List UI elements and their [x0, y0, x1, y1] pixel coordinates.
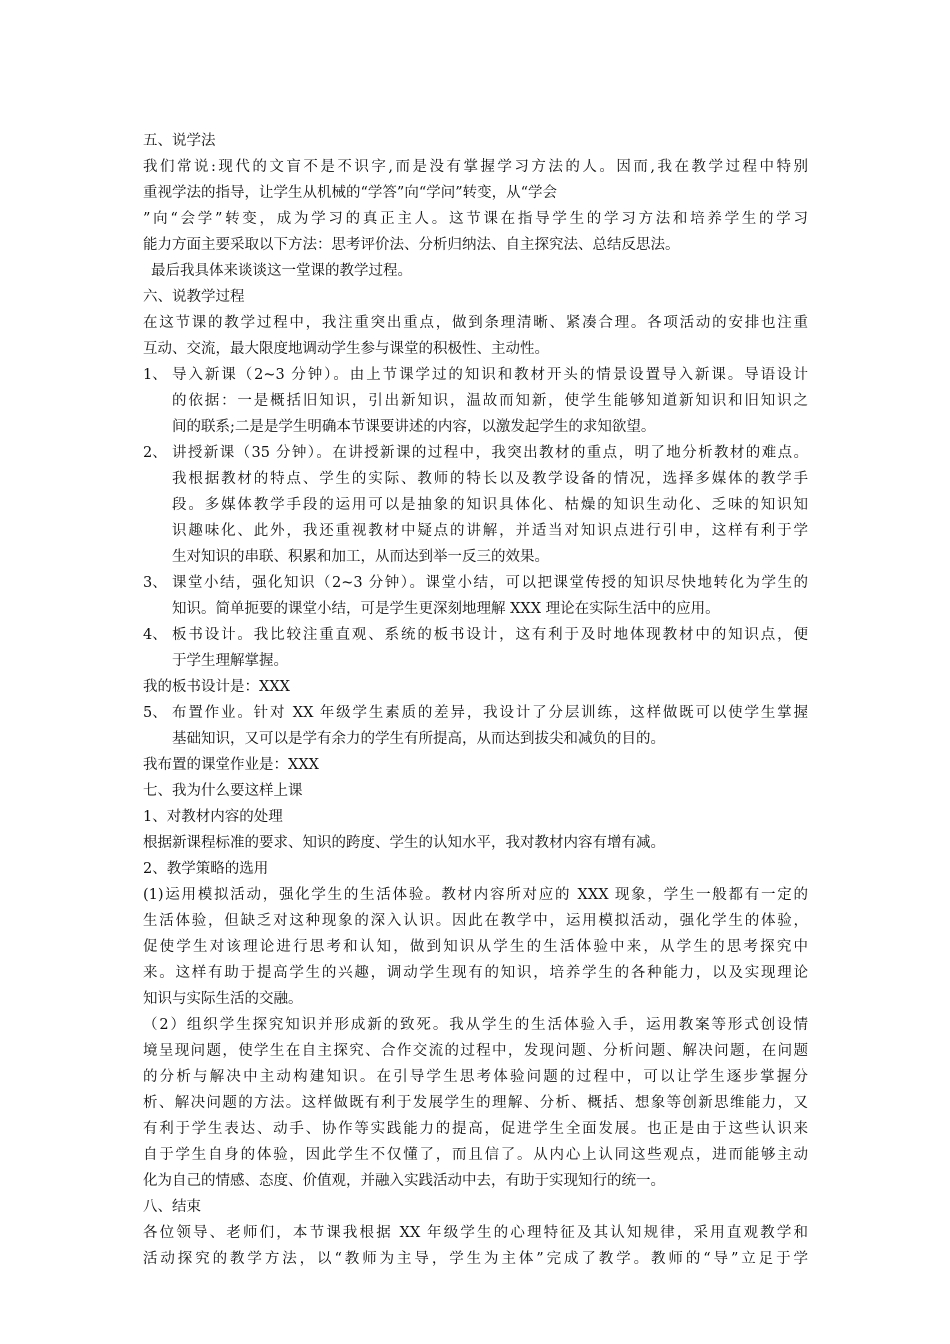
paragraph-line: 的分析与解决中主动构建知识。在引导学生思考体验问题的过程中，可以让学生逐步掌握分: [143, 1069, 808, 1085]
paragraph-line: 有利于学生表达、动手、协作等实践能力的提高，促进学生全面发展。也正是由于这些认识来: [143, 1121, 808, 1137]
paragraph-line: 最后我具体来谈谈这一堂课的教学过程。: [151, 263, 412, 279]
list-number: 4、: [143, 627, 167, 643]
list-line: 讲授新课（35 分钟）。在讲授新课的过程中，我突出教材的重点，明了地分析教材的难点。: [172, 445, 808, 461]
paragraph-line: 重视学法的指导，让学生从机械的“学答”向“学问”转变，从“学会: [143, 185, 558, 201]
paragraph-line: 在这节课的教学过程中，我注重突出重点，做到条理清晰、紧凑合理。各项活动的安排也注重: [143, 315, 808, 331]
list-line: 识趣味化、此外，我还重视教材中疑点的讲解，并适当对知识点进行引申，这样有利于学: [172, 523, 808, 539]
paragraph-line: 互动、交流，最大限度地调动学生参与课堂的积极性、主动性。: [143, 341, 549, 357]
list-item: [143, 440, 808, 570]
list-line: 导入新课（2~3 分钟）。由上节课学过的知识和教材开头的情景设置导入新课。导语设计: [172, 367, 808, 383]
paragraph-line: 我们常说:现代的文盲不是不识字,而是没有掌握学习方法的人。因而,我在教学过程中特别: [143, 159, 808, 175]
list-item: [143, 700, 808, 752]
list-line: 于学生理解掌握。: [172, 653, 288, 669]
paragraph-line: 生活体验，但缺乏对这种现象的深入认识。因此在教学中，运用模拟活动，强化学生的体验，: [143, 913, 808, 929]
paragraph-line: （2）组织学生探究知识并形成新的致死。我从学生的生活体验入手，运用教案等形式创设情: [143, 1017, 808, 1033]
paragraph-line: (1)运用模拟活动，强化学生的生活体验。教材内容所对应的 XXX 现象，学生一般都有一定的: [143, 887, 808, 903]
paragraph-line: 活动探究的教学方法，以“教师为主导，学生为主体”完成了教学。教师的“导”立足于学: [143, 1251, 808, 1267]
list-line: 课堂小结，强化知识（2~3 分钟）。课堂小结，可以把课堂传授的知识尽快地转化为学生的: [172, 575, 808, 591]
paragraph-line: 能力方面主要采取以下方法：思考评价法、分析归纳法、自主探究法、总结反思法。: [143, 237, 680, 253]
list-line: 间的联系;二是是学生明确本节课要讲述的内容，以激发起学生的求知欲望。: [172, 419, 656, 435]
paragraph-line: 促使学生对该理论进行思考和认知，做到知识从学生的生活体验中来，从学生的思考探究中: [143, 939, 808, 955]
paragraph-line: 知识与实际生活的交融。: [143, 991, 303, 1007]
section-heading-8: 八、结束: [143, 1199, 201, 1215]
list-line: 布置作业。针对 XX 年级学生素质的差异，我设计了分层训练，这样做既可以使学生掌握: [172, 705, 808, 721]
board-design-line: 我的板书设计是：XXX: [143, 679, 290, 695]
paragraph-line: 化为自己的情感、态度、价值观，并融入实践活动中去，有助于实现知行的统一。: [143, 1173, 665, 1189]
list-number: 5、: [143, 705, 167, 721]
paragraph-line: 自于学生自身的体验，因此学生不仅懂了，而且信了。从内心上认同这些观点，进而能够主动: [143, 1147, 808, 1163]
section-heading-5: 五、说学法: [143, 133, 216, 149]
section-heading-6: 六、说教学过程: [143, 289, 245, 305]
list-item: [143, 570, 808, 622]
list-line: 知识。简单扼要的课堂小结，可是学生更深刻地理解 XXX 理论在实际生活中的应用。: [172, 601, 720, 617]
list-item: [143, 622, 808, 674]
list-line: 生对知识的串联、积累和加工，从而达到举一反三的效果。: [172, 549, 549, 565]
list-line: 板书设计。我比较注重直观、系统的板书设计，这有利于及时地体现教材中的知识点，便: [172, 627, 808, 643]
paragraph-line: 根据新课程标准的要求、知识的跨度、学生的认知水平，我对教材内容有增有减。: [143, 835, 665, 851]
paragraph-line: 来。这样有助于提高学生的兴趣，调动学生现有的知识，培养学生的各种能力，以及实现理论: [143, 965, 808, 981]
list-line: 的依据：一是概括旧知识，引出新知识，温故而知新，使学生能够知道新知识和旧知识之: [172, 393, 808, 409]
list-line: 基础知识，又可以是学有余力的学生有所提高，从而达到拔尖和减负的目的。: [172, 731, 665, 747]
sub-heading: 1、对教材内容的处理: [143, 809, 283, 825]
paragraph-line: 境呈现问题，使学生在自主探究、合作交流的过程中，发现问题、分析问题、解决问题，在问题: [143, 1043, 808, 1059]
paragraph-line: 各位领导、老师们，本节课我根据 XX 年级学生的心理特征及其认知规律，采用直观教学和: [143, 1225, 808, 1241]
list-line: 段。多媒体教学手段的运用可以是抽象的知识具体化、枯燥的知识生动化、乏味的知识知: [172, 497, 808, 513]
list-number: 3、: [143, 575, 167, 591]
list-item: [143, 362, 808, 440]
paragraph-line: 析、解决问题的方法。这样做既有利于发展学生的理解、分析、概括、想象等创新思维能力，又: [143, 1095, 808, 1111]
sub-heading: 2、教学策略的选用: [143, 861, 269, 877]
homework-line: 我布置的课堂作业是：XXX: [143, 757, 319, 773]
section-heading-7: 七、我为什么要这样上课: [143, 783, 303, 799]
paragraph-line: ”向“会学”转变，成为学习的真正主人。这节课在指导学生的学习方法和培养学生的学习: [143, 211, 808, 227]
list-number: 2、: [143, 445, 167, 461]
list-number: 1、: [143, 367, 167, 383]
list-line: 我根据教材的特点、学生的实际、教师的特长以及教学设备的情况，选择多媒体的教学手: [172, 471, 808, 487]
document-page: [143, 128, 808, 1272]
